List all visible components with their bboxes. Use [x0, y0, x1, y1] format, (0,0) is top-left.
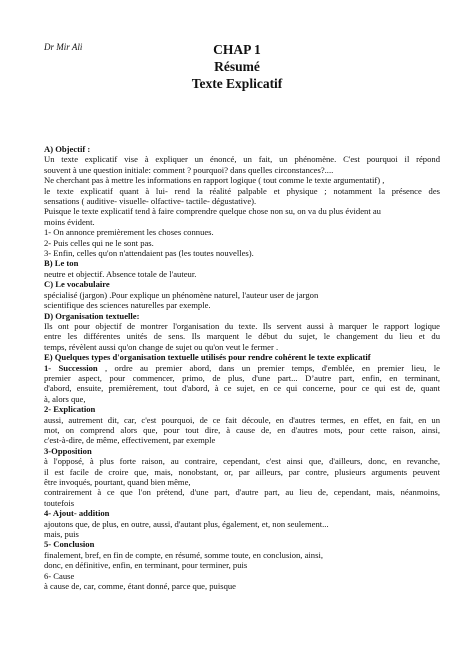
- line-text: Un texte explicatif vise à expliquer un énoncé, un fait, un phénomène. C'est pourquoi il répond: [44, 154, 440, 165]
- body-line: [44, 290, 440, 300]
- line-text: C) Le vocabulaire: [44, 279, 110, 290]
- body-line: [44, 165, 440, 175]
- body-line: [44, 456, 440, 466]
- body-line: [44, 467, 440, 477]
- section-heading-line: [44, 352, 440, 362]
- body-line: [44, 206, 440, 216]
- line-text: spécialisé (jargon) .Pour explique un phénomène naturel, l'auteur user de jargon: [44, 289, 319, 300]
- body-line: [44, 186, 440, 196]
- section-heading-line: [44, 539, 440, 549]
- line-text: finalement, bref, en fin de compte, en résumé, somme toute, en conclusion, ainsi,: [44, 549, 323, 560]
- chapter-title: CHAP 1: [213, 42, 261, 57]
- line-text: 2- Puis celles qui ne le sont pas.: [44, 237, 154, 248]
- body-line: [44, 415, 440, 425]
- document-topic: Texte Explicatif: [191, 76, 283, 91]
- line-text: souvent à une question initiale: comment ? pourquoi? dans quelles circonstances?....: [44, 164, 334, 175]
- inline-heading: 1- Succession: [44, 362, 98, 373]
- line-text: à, alors que,: [44, 393, 86, 404]
- section-heading-line: [44, 144, 440, 154]
- line-text: Puisque le texte explicatif tend à faire comprendre quelque chose non su, on va du plus évident au: [44, 206, 381, 217]
- line-text: A) Objectif :: [44, 144, 91, 154]
- line-text: à l'opposé, à plus forte raison, au contraire, cependant, c'est ainsi que, d'ailleurs, donc, en revanche,: [44, 456, 440, 467]
- line-text: donc, en définitive, enfin, en terminant, pour terminer, puis: [44, 560, 248, 571]
- line-text: ajoutons que, de plus, en outre, aussi, d'autant plus, également, et, non seulement...: [44, 518, 329, 529]
- line-text: premier aspect, pour commencer, primo, de plus, d'une part... D’autre part, enfin, en terminant,: [44, 372, 440, 383]
- body-line: [44, 477, 440, 487]
- body-line: [44, 529, 440, 539]
- section-heading-line: [44, 446, 440, 456]
- body-line: [44, 550, 440, 560]
- body-line: [44, 175, 440, 185]
- line-text: être invoqués, pourtant, quand bien même,: [44, 477, 191, 487]
- line-text: , ordre au premier abord, dans un premier temps, d'emblée, en premier lieu, le: [97, 362, 440, 373]
- line-text: sensations ( auditive- visuelle- olfactive- tactile- dégustative).: [44, 196, 257, 207]
- body-line: [44, 238, 440, 248]
- section-heading-line: [44, 363, 440, 373]
- section-heading-line: [44, 258, 440, 268]
- body-line: [44, 435, 440, 445]
- line-text: entre les différentes unités de sens. Ils marquent le début du sujet, le changement du lieu et du: [44, 331, 440, 342]
- line-text: mot, on comprend alors que, pour tout dire, à cause de, en d'autres mots, pour cette raison, ainsi,: [44, 424, 440, 435]
- section-heading-line: [44, 311, 440, 321]
- document-body: [44, 144, 440, 591]
- line-text: c'est-à-dire, de même, effectivement, par exemple: [44, 435, 216, 446]
- body-line: [44, 581, 440, 591]
- line-text: Ils ont pour objectif de montrer l'organisation du texte. Ils servent aussi à marquer le rapport logique: [44, 320, 440, 331]
- line-text: Ne cherchant pas à mettre les informations en rapport logique ( tout comme le texte argumentatif) ,: [44, 175, 385, 186]
- body-line: [44, 321, 440, 331]
- body-line: [44, 498, 440, 508]
- line-text: 4- Ajout- addition: [44, 508, 110, 519]
- line-text: toutefois: [44, 497, 75, 508]
- line-text: 2- Explication: [44, 404, 96, 415]
- body-line: [44, 331, 440, 341]
- body-line: [44, 300, 440, 310]
- line-text: contrairement à ce que l'on prétend, d'une part, d'autre part, au lieu de, cependant, mais, néanmoins,: [44, 487, 440, 498]
- body-line: [44, 571, 440, 581]
- body-line: [44, 196, 440, 206]
- body-line: [44, 248, 440, 258]
- line-text: aussi, autrement dit, car, c'est pourquoi, de ce fait découle, en d'autres termes, en effet, en fait, en un: [44, 414, 440, 425]
- line-text: 3- Enfin, celles qu'on n'attendaient pas (les toutes nouvelles).: [44, 248, 254, 259]
- line-text: 6- Cause: [44, 570, 75, 581]
- body-line: [44, 425, 440, 435]
- line-text: mais, puis: [44, 529, 79, 540]
- body-line: [44, 560, 440, 570]
- line-text: 5- Conclusion: [44, 539, 95, 550]
- line-text: D) Organisation textuelle:: [44, 310, 140, 321]
- body-line: [44, 217, 440, 227]
- body-line: [44, 394, 440, 404]
- body-line: [44, 383, 440, 393]
- line-text: B) Le ton: [44, 258, 79, 269]
- body-line: [44, 154, 440, 164]
- line-text: temps, révèlent aussi qu'on change de sujet ou qu'on veut le fermer .: [44, 341, 279, 352]
- line-text: à cause de, car, comme, étant donné, parce que, puisque: [44, 581, 236, 592]
- author-name: Dr Mir Ali: [44, 42, 83, 52]
- section-heading-line: [44, 508, 440, 518]
- line-text: 3-Opposition: [44, 445, 92, 456]
- line-text: d'abord, ensuite, premièrement, tout d'abord, à ce sujet, en ce qui concerne, pour ce qui est de, quant: [44, 383, 440, 394]
- body-line: [44, 487, 440, 497]
- line-text: moins évident.: [44, 216, 95, 227]
- body-line: [44, 519, 440, 529]
- line-text: le texte explicatif quant à lui- rend la réalité palpable et physique ; notamment la présence des: [44, 185, 440, 196]
- line-text: il est facile de croire que, mais, nonobstant, or, par ailleurs, par contre, plusieurs arguments peuvent: [44, 466, 440, 477]
- line-text: neutre et objectif. Absence totale de l'auteur.: [44, 268, 197, 279]
- line-text: E) Quelques types d'organisation textuelle utilisés pour rendre cohérent le texte explicatif: [44, 352, 371, 363]
- body-line: [44, 227, 440, 237]
- line-text: 1- On annonce premièrement les choses connues.: [44, 227, 214, 238]
- section-heading-line: [44, 279, 440, 289]
- body-line: [44, 373, 440, 383]
- line-text: scientifique des sciences naturelles par exemple.: [44, 300, 211, 311]
- body-line: [44, 269, 440, 279]
- section-heading-line: [44, 404, 440, 414]
- document-subtitle: Résumé: [214, 59, 260, 74]
- body-line: [44, 342, 440, 352]
